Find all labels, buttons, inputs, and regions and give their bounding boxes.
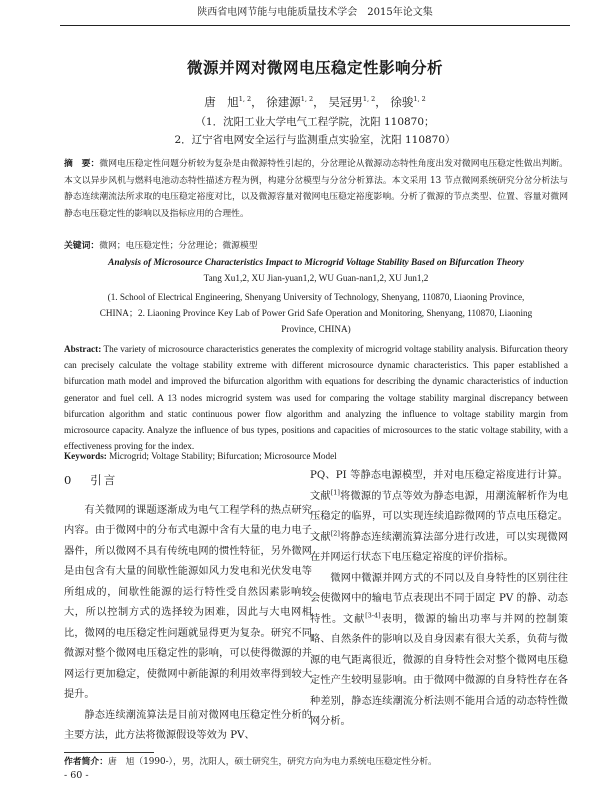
- english-affiliations: [64, 289, 568, 337]
- right-column: [310, 466, 568, 733]
- abstract-cn-text: 微网电压稳定性问题分析较为复杂是由微源特性引起的，分岔理论从微源动态特性角度出发对微网电压稳定性做出判断。本文以异步风机与燃料电池动态特性描述方程为例，构建分岔模型与分岔分析算法。本文采用 13 节点微网系统研究分岔分析法与静态连续潮流法所求取的电压稳定裕度对比，以及微源容量对微网电压稳定裕度影响。分析了微源的节点类型、位置、容量对微网静态电压稳定性的影响以及指标应用的合理性。: [64, 159, 568, 219]
- affiliation-1: （1．沈阳工业大学电气工程学院，沈阳 110870；: [195, 116, 435, 128]
- citation-ref: [1]: [330, 488, 340, 497]
- abstract-en-label: Abstract:: [64, 344, 102, 354]
- author-sup: 1, 2: [300, 95, 314, 104]
- keywords-en-text: Microgrid; Voltage Stability; Bifurcation; Microsource Model: [109, 451, 337, 461]
- keywords-cn-text: 微网；电压稳定性；分岔理论；微源模型: [99, 241, 258, 251]
- author-line: 唐 旭$^{1, 2}$， 徐建源$^{1, 2}$， 吴冠男$^{1, 2}$， 徐骏$^{1, 2}$: [204, 95, 426, 109]
- english-aff-line: Province, CHINA): [281, 324, 351, 334]
- author-name: 唐 旭: [204, 95, 239, 109]
- abstract-en-text: The variety of microsource characteristics generates the complexity of microgrid voltage stability analysis. Bifurcation theory can precisely calculate the voltage stability extreme with different microsource dynamic characteristics. This paper established a bifurcation math model and improved the bifurcation algorithm with equations for describing the dynamic characteristics of induction generator and fuel cell. A 13 nodes microgrid system was used for comparing the voltage stability marginal discrepancy between bifurcation algorithm and static continuous power flow algorithm and analyzing the influence to voltage stability margin from microsource capacity. Analyze the influence of bus types, positions and capacities of microsources to the static voltage stability, with a effectiveness proving for the index.: [64, 344, 568, 452]
- abstract-en: [64, 341, 568, 454]
- english-aff-line: CHINA；2. Liaoning Province Key Lab of Power Grid Safe Operation and Monitoring, Shenyang, 110870, Liaoning: [99, 308, 533, 318]
- body-paragraph: 有关微网的课题逐渐成为电气工程学科的热点研究内容。由于微网中的分布式电源中含有大量的电力电子器件，所以微网不具有传统电网的惯性特征，另外微网是由包含有大量的间歇性能源如风力发电和光伏发电等所组成的，间歇性能源的运行特性受自然因素影响较大，所以控制方式的选择较为困难，因此与大电网相比，微网的电压稳定性问题就显得更为复杂。研究不同微源对整个微网电压稳定性的影响，可以使得微源的并网运行更加稳定，使微网中新能源的利用效率得到较大提升。: [64, 504, 312, 700]
- english-aff-line: (1. School of Electrical Engineering, Shenyang University of Technology, Shenyang, 110870, Liaoning Province,: [107, 292, 525, 302]
- footnote-rule: [64, 752, 154, 753]
- author-name: 徐骏: [390, 95, 414, 109]
- page-number: - 60 -: [64, 770, 89, 781]
- footnote-label: 作者简介：: [64, 757, 108, 767]
- keywords-en-label: Keywords:: [64, 451, 107, 461]
- section-title: 引言: [90, 473, 118, 487]
- section-heading: [64, 470, 312, 491]
- keywords-cn-label: 关键词：: [64, 241, 100, 251]
- author-sup: 1, 2: [238, 95, 252, 104]
- keywords-en: [64, 451, 568, 461]
- footnote-text: 唐 旭（1990-），男，沈阳人，硕士研究生，研究方向为电力系统电压稳定性分析。: [108, 757, 437, 767]
- author-footnote: [64, 754, 568, 767]
- keywords-cn: [64, 239, 568, 253]
- left-column: [64, 470, 312, 747]
- header-rule: [60, 25, 570, 26]
- abstract-cn-label: 摘 要：: [64, 159, 100, 169]
- author-sup: 1, 2: [362, 95, 376, 104]
- author-name: 徐建源: [266, 95, 301, 109]
- body-paragraph: 微网中微源并网方式的不同以及自身特性的区别往往会使微网中的输电节点表现出不同于固定 PV 的静、动态特性。文献[3-4]表明，微源的输出功率与并网的控制策略、自然条件的影响以及自身因素有很大关系，负荷与微源的电气距离很近，微源的自身特性会对整个微网电压稳定性产生较明显影响。由于微网中微源的自身特性存在各种差别，静态连续潮流分析法则不能用合适的动态特性微网分析。: [310, 572, 569, 727]
- citation-ref: [3-4]: [365, 611, 381, 620]
- author-name: 吴冠男: [328, 95, 363, 109]
- body-paragraph: PQ、PI 等静态电源模型，并对电压稳定裕度进行计算。文献[1]将微源的节点等效为静态电源，用潮流解析作为电压稳定的临界，可以实现连续追踪微网的节点电压稳定。文献[2]将静态连续潮流算法部分进行改进，可以实现微网在并网运行状态下电压稳定裕度的评价指标。: [310, 470, 569, 563]
- body-paragraph: 静态连续潮流算法是目前对微网电压稳定性分析的主要方法，此方法将微源假设等效为 PV、: [64, 709, 312, 741]
- citation-ref: [2]: [330, 529, 340, 538]
- author-sup: 1, 2: [413, 95, 426, 104]
- running-header: 陕西省电网节能与电能质量技术学会 2015年论文集: [197, 7, 433, 18]
- english-title: Analysis of Microsource Characteristics Impact to Microgrid Voltage Stability Based on Bifurcation Theory: [108, 258, 524, 268]
- abstract-cn: [64, 156, 568, 222]
- affiliation-2: 2．辽宁省电网安全运行与监测重点实验室，沈阳 110870）: [174, 134, 456, 146]
- english-authors: Tang Xu1,2, XU Jian-yuan1,2, WU Guan-nan1,2, XU Jun1,2: [203, 273, 429, 283]
- paper-title: 微源并网对微网电压稳定性影响分析: [186, 58, 443, 77]
- section-number: 0: [64, 473, 74, 487]
